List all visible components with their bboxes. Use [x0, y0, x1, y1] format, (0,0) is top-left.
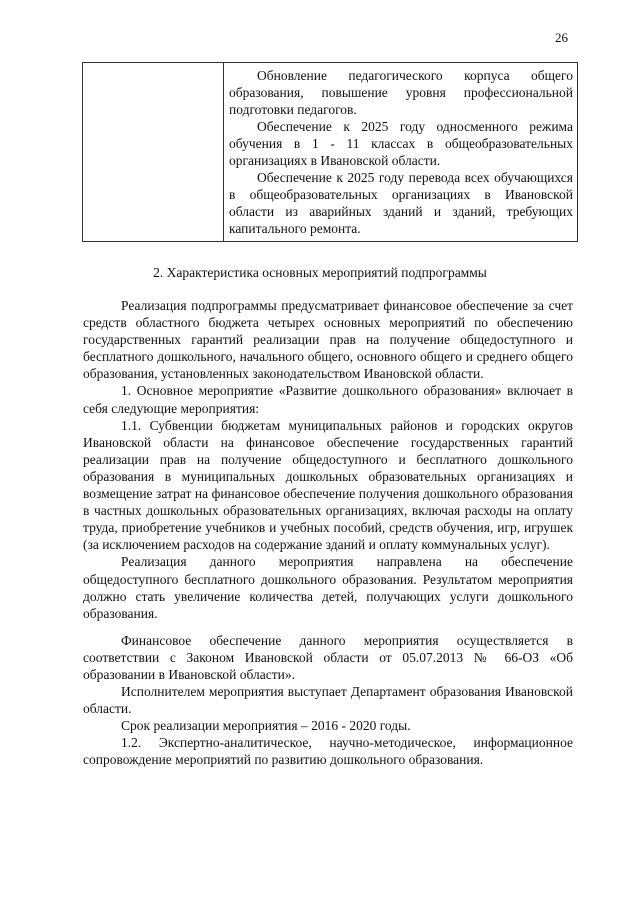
table-paragraph: Обеспечение к 2025 году перевода всех обучающихся в общеобразовательных организациях в Ивановской области из аварийных зданий и зданий, требующих капитального ремонта. [229, 170, 573, 236]
body-paragraph: Реализация подпрограммы предусматривает финансовое обеспечение за счет средств областного бюджета четырех основных мероприятий по обеспечению государственных гарантий реализации прав на получение общедоступного и бесплатного дошкольного, начального общего, основного общего и среднего общего образования, установленных законодательством Ивановской области. [83, 298, 573, 382]
table-row [83, 63, 578, 242]
body-paragraph: 1.2. Экспертно-аналитическое, научно-методическое, информационное сопровождение мероприятий по развитию дошкольного образования. [83, 735, 573, 768]
table-left-cell [83, 63, 224, 242]
body-paragraph: Срок реализации мероприятия – 2016 - 2020 годы. [121, 718, 411, 734]
table-right-cell [224, 63, 578, 242]
table-paragraph: Обеспечение к 2025 году односменного режима обучения в 1 - 11 классах в общеобразовательных организациях в Ивановской области. [229, 119, 573, 168]
body-paragraph: 1.1. Субвенции бюджетам муниципальных районов и городских округов Ивановской области на финансовое обеспечение государственных гарантий реализации прав на получение общедоступного и бесплатного дошкольного образования в муниципальных дошкольных образовательных организациях и возмещение затрат на финансовое обеспечение получения дошкольного образования в частных дошкольных образовательных организациях, включая расходы на оплату труда, приобретение учебников и учебных пособий, средств обучения, игр, игрушек (за исключением расходов на содержание зданий и оплату коммунальных услуг). [83, 417, 573, 553]
section-heading: 2. Характеристика основных мероприятий подпрограммы [153, 265, 487, 280]
body-paragraph: Реализация данного мероприятия направлена на обеспечение общедоступного бесплатного дошкольного образования. Результатом мероприятия должно стать увеличение количества детей, получающих услуги дошкольного образования. [83, 554, 573, 621]
goals-table [82, 62, 578, 242]
table-paragraph: Обновление педагогического корпуса общего образования, повышение уровня профессиональной подготовки педагогов. [229, 68, 573, 117]
body-paragraph: Финансовое обеспечение данного мероприятия осуществляется в соответствии с Законом Ивановской области от 05.07.2013 № 66-ОЗ «Об образовании в Ивановской области». [83, 632, 573, 682]
body-paragraph: 1. Основное мероприятие «Развитие дошкольного образования» включает в себя следующие мероприятия: [83, 383, 573, 416]
section-body [83, 297, 573, 769]
page-number: 26 [555, 30, 568, 45]
body-paragraph: Исполнителем мероприятия выступает Департамент образования Ивановской области. [83, 684, 573, 717]
